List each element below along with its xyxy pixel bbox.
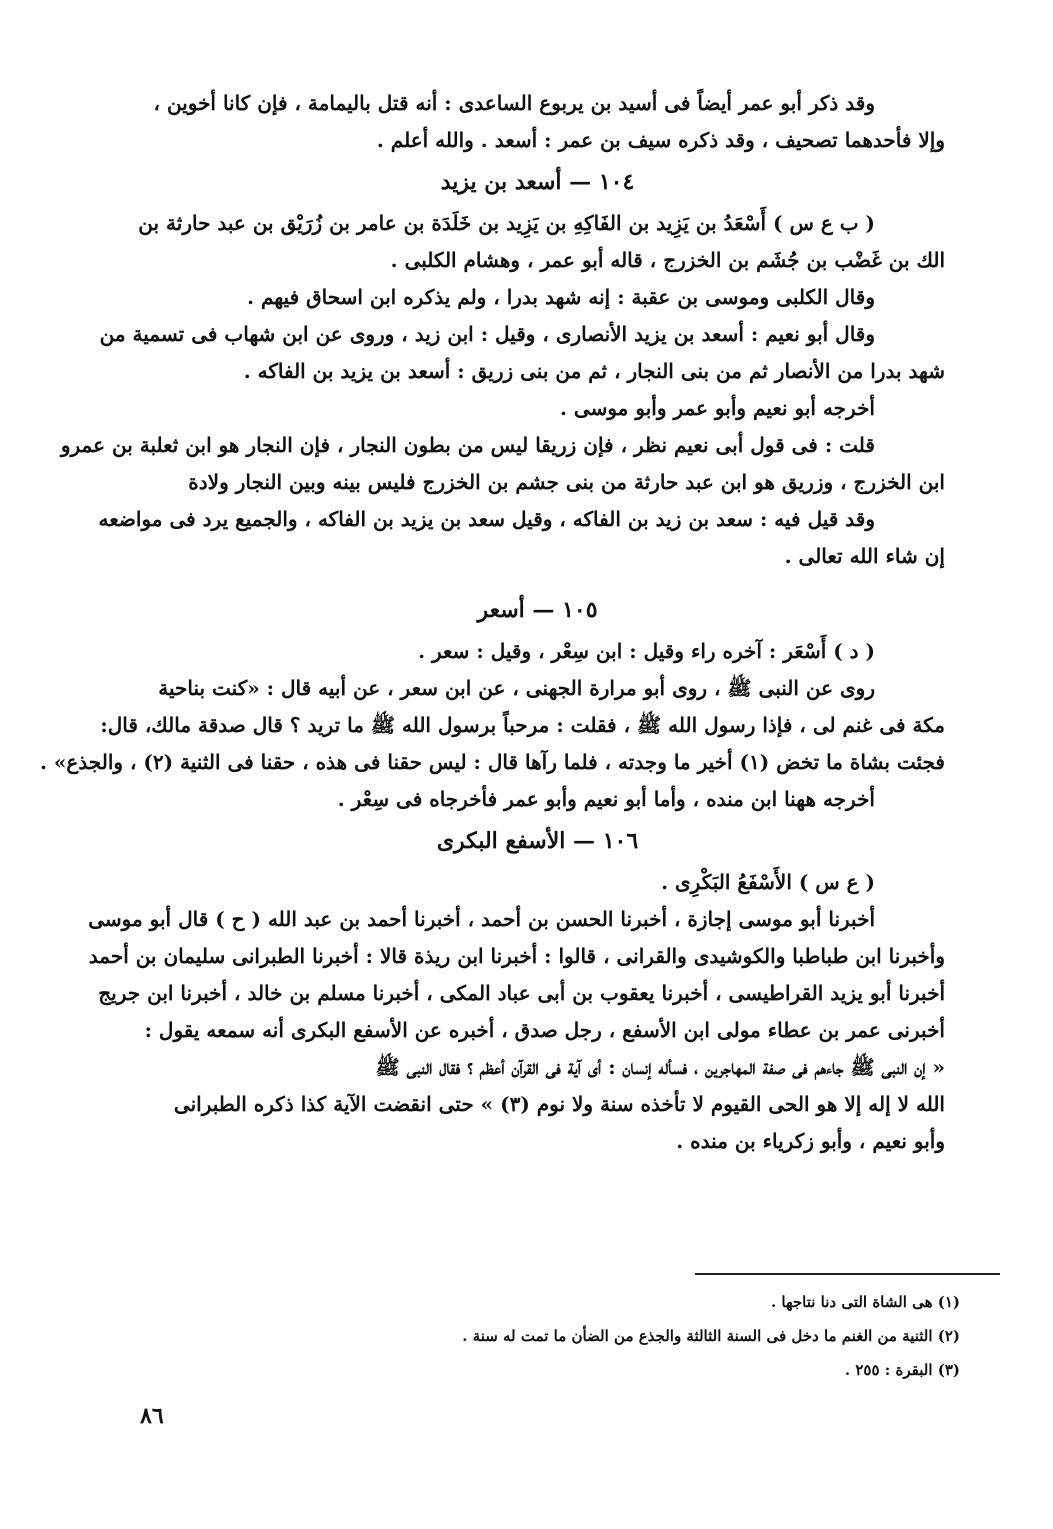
text-line: الك بن غَضْب بن جُشَم بن الخزرج ، قاله أبو عمر ، وهشام الكلبى .: [390, 248, 945, 272]
text-line: وأخبرنا ابن طباطبا والكوشيدى والقرانى ، قالوا : أخبرنا ابن ريذة قالا : أخبرنا الطبرانى سليمان بن أحمد: [88, 944, 945, 968]
text-line: أخرجه ههنا ابن منده ، وأما أبو نعيم وأبو عمر فأخرجاه فى سِعْر .: [337, 787, 875, 811]
text-line: ابن الخزرج ، وزريق هو ابن عبد حارثة من بنى جشم بن الخزرج فليس بينه وبين النجار ولادة: [188, 470, 945, 494]
text-line: إن شاء الله تعالى .: [784, 544, 945, 568]
text-line: ( ب ع س ) أَسْعَدُ بن يَزِيد بن الفَاكِهِ بن يَزِيد بن خَلَدَة بن عامر بن زُرَيْق بن عبد حارثة بن: [138, 211, 875, 235]
text-line: الله لا إله إلا هو الحى القيوم لا تأخذه سنة ولا نوم (٣) » حتى انقضت الآية كذا ذكره الطبرانى: [173, 1092, 945, 1116]
text-line: شهد بدرا من الأنصار ثم من بنى النجار ، ثم من بنى زريق : أسعد بن يزيد بن الفاكه .: [243, 359, 945, 383]
page-body: [39, 85, 945, 1160]
text-line: روى عن النبى ﷺ ، روى أبو مرارة الجهنى ، عن ابن سعر ، عن أبيه قال : «كنت بناحية: [158, 676, 875, 700]
text-line: فجئت بشاة ما تخض (١) أخير ما وجدته ، فلما رآها قال : ليس حقنا فى هذه ، حقنا فى الثنية (٢) ، والجذع» .: [39, 750, 945, 774]
page-number: ٨٦: [140, 1403, 164, 1429]
text-line: « إن النبى ﷺ جاءهم فى صفة المهاجرين ، فسأله إنسان : أى آية فى القرآن أعظم ؟ فقال النبى ﷺ: [375, 1055, 945, 1079]
text-line: وقال أبو نعيم : أسعد بن يزيد الأنصارى ، وقيل : ابن زيد ، وروى عن ابن شهاب فى تسمية من: [99, 322, 875, 346]
text-line: أخبرنا أبو يزيد القراطيسى ، أخبرنا يعقوب بن أبى عباد المكى ، أخبرنا مسلم بن خالد ، أخبرنا ابن جريج: [98, 981, 945, 1005]
text-line: أخبرنا أبو موسى إجازة ، أخبرنا الحسن بن أحمد ، أخبرنا أحمد بن عبد الله ( ح ) قال أبو موسى: [88, 907, 875, 931]
text-line: وأبو نعيم ، وأبو زكرياء بن منده .: [676, 1129, 945, 1153]
text-line: ( د ) أَسْعَر : آخره راء وقيل : ابن سِعْر ، وقيل : سعر .: [418, 639, 875, 663]
entry-heading-104: ١٠٤ — أسعد بن يزيد: [440, 169, 635, 195]
entry-heading-106: ١٠٦ — الأسفع البكرى: [436, 828, 639, 854]
footnotes: [400, 1285, 960, 1387]
footnote: (٣) البقرة : ٢٥٥ .: [844, 1361, 960, 1379]
text-line: وقال الكلبى وموسى بن عقبة : إنه شهد بدرا ، ولم يذكره ابن اسحاق فيهم .: [247, 285, 875, 309]
text-line: أخبرنى عمر بن عطاء مولى ابن الأسفع ، رجل صدق ، أخبره عن الأسفع البكرى أنه سمعه يقول :: [144, 1018, 945, 1042]
text-line: ( ع س ) الأَسْفَعُ البَكْرِى .: [661, 870, 875, 894]
entry-heading-105: ١٠٥ — أسعر: [477, 597, 598, 623]
text-line: وإلا فأحدهما تصحيف ، وقد ذكره سيف بن عمر : أسعد . والله أعلم .: [376, 128, 945, 152]
footnote-divider: [695, 1273, 1000, 1275]
footnote: (١) هى الشاة التى دنا نتاجها .: [770, 1293, 960, 1311]
text-line: وقد ذكر أبو عمر أيضاً فى أسيد بن يربوع الساعدى : أنه قتل باليمامة ، فإن كانا أخوين ،: [153, 91, 875, 115]
text-line: مكة فى غنم لى ، فإذا رسول الله ﷺ ، فقلت : مرحباً برسول الله ﷺ ما تريد ؟ قال صدقة مالك، قال:: [100, 713, 945, 737]
text-line: قلت : فى قول أبى نعيم نظر ، فإن زريقا ليس من بطون النجار ، فإن النجار هو ابن ثعلبة بن عمرو: [60, 433, 875, 457]
text-line: أخرجه أبو نعيم وأبو عمر وأبو موسى .: [560, 396, 875, 420]
footnote: (٢) الثنية من الغنم ما دخل فى السنة الثالثة والجذع من الضأن ما تمت له سنة .: [462, 1327, 960, 1345]
text-line: وقد قيل فيه : سعد بن زيد بن الفاكه ، وقيل سعد بن يزيد بن الفاكه ، والجميع يرد فى مواضعه: [98, 507, 875, 531]
